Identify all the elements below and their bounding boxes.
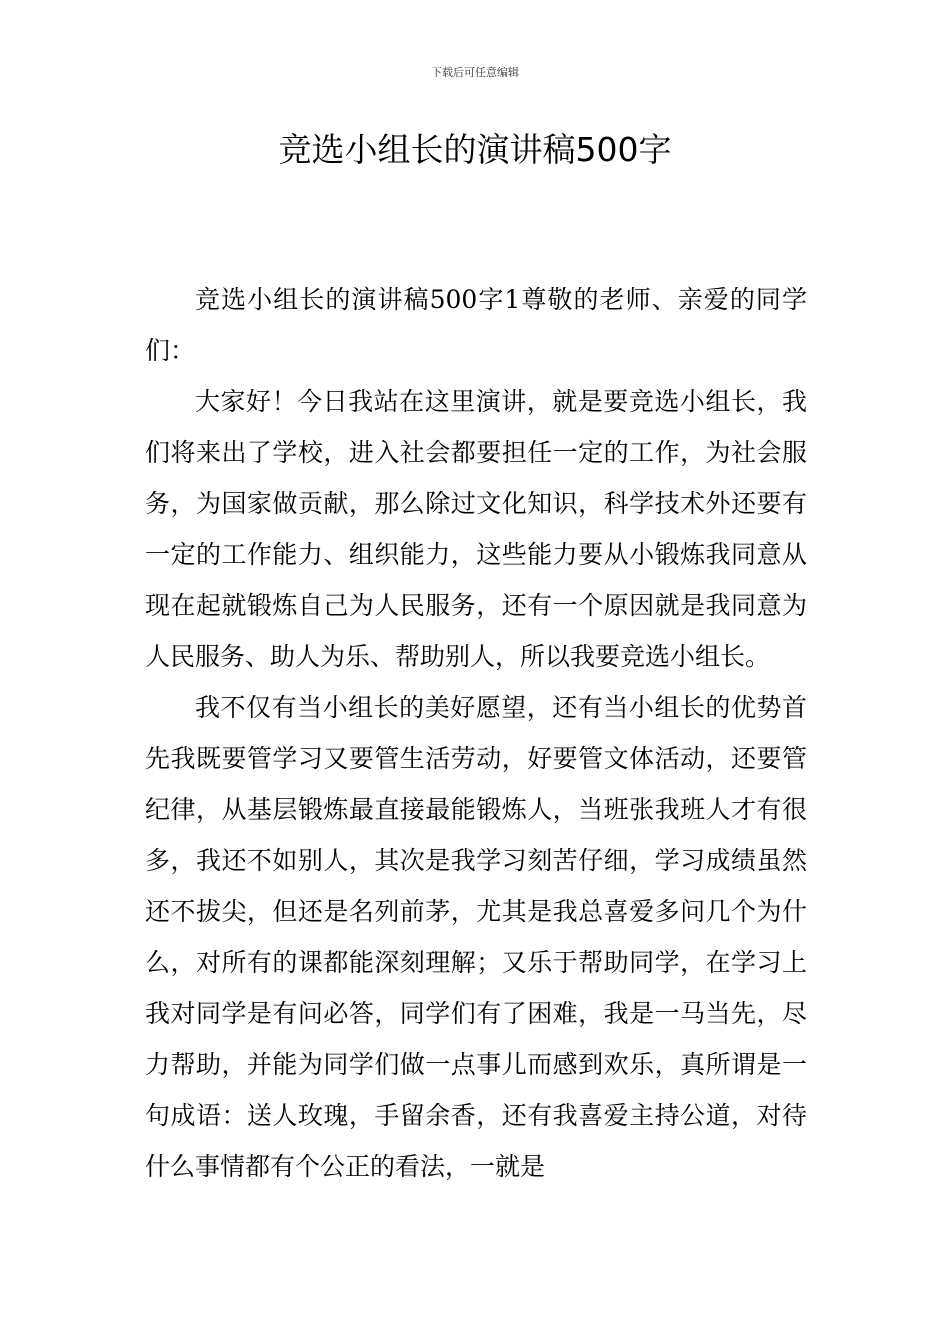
header-note: 下载后可任意编辑 — [431, 66, 519, 79]
paragraph: 我不仅有当小组长的美好愿望，还有当小组长的优势首先我既要管学习又要管生活劳动，好要管文体活动，还要管纪律，从基层锻炼最直接最能锻炼人，当班张我班人才有很多，我还不如别人，其次是我学习刻苦仔细，学习成绩虽然还不拔尖，但还是名列前茅，尤其是我总喜爱多问几个为什么，对所有的课都能深刻理解；又乐于帮助同学，在学习上我对同学是有问必答，同学们有了困难，我是一马当先，尽力帮助，并能为同学们做一点事儿而感到欢乐，真所谓是一句成语：送人玫瑰，手留余香，还有我喜爱主持公道，对待什么事情都有个公正的看法，一就是 — [145, 693, 807, 1181]
document-body — [145, 274, 807, 1192]
document-title: 竞选小组长的演讲稿500字 — [278, 130, 672, 169]
paragraph: 大家好！今日我站在这里演讲，就是要竞选小组长，我们将来出了学校，进入社会都要担任一定的工作，为社会服务，为国家做贡献，那么除过文化知识，科学技术外还要有一定的工作能力、组织能力，这些能力要从小锻炼我同意从现在起就锻炼自己为人民服务，还有一个原因就是我同意为人民服务、助人为乐、帮助别人，所以我要竞选小组长。 — [145, 387, 807, 671]
paragraph: 竞选小组长的演讲稿500字1尊敬的老师、亲爱的同学们： — [145, 285, 807, 365]
